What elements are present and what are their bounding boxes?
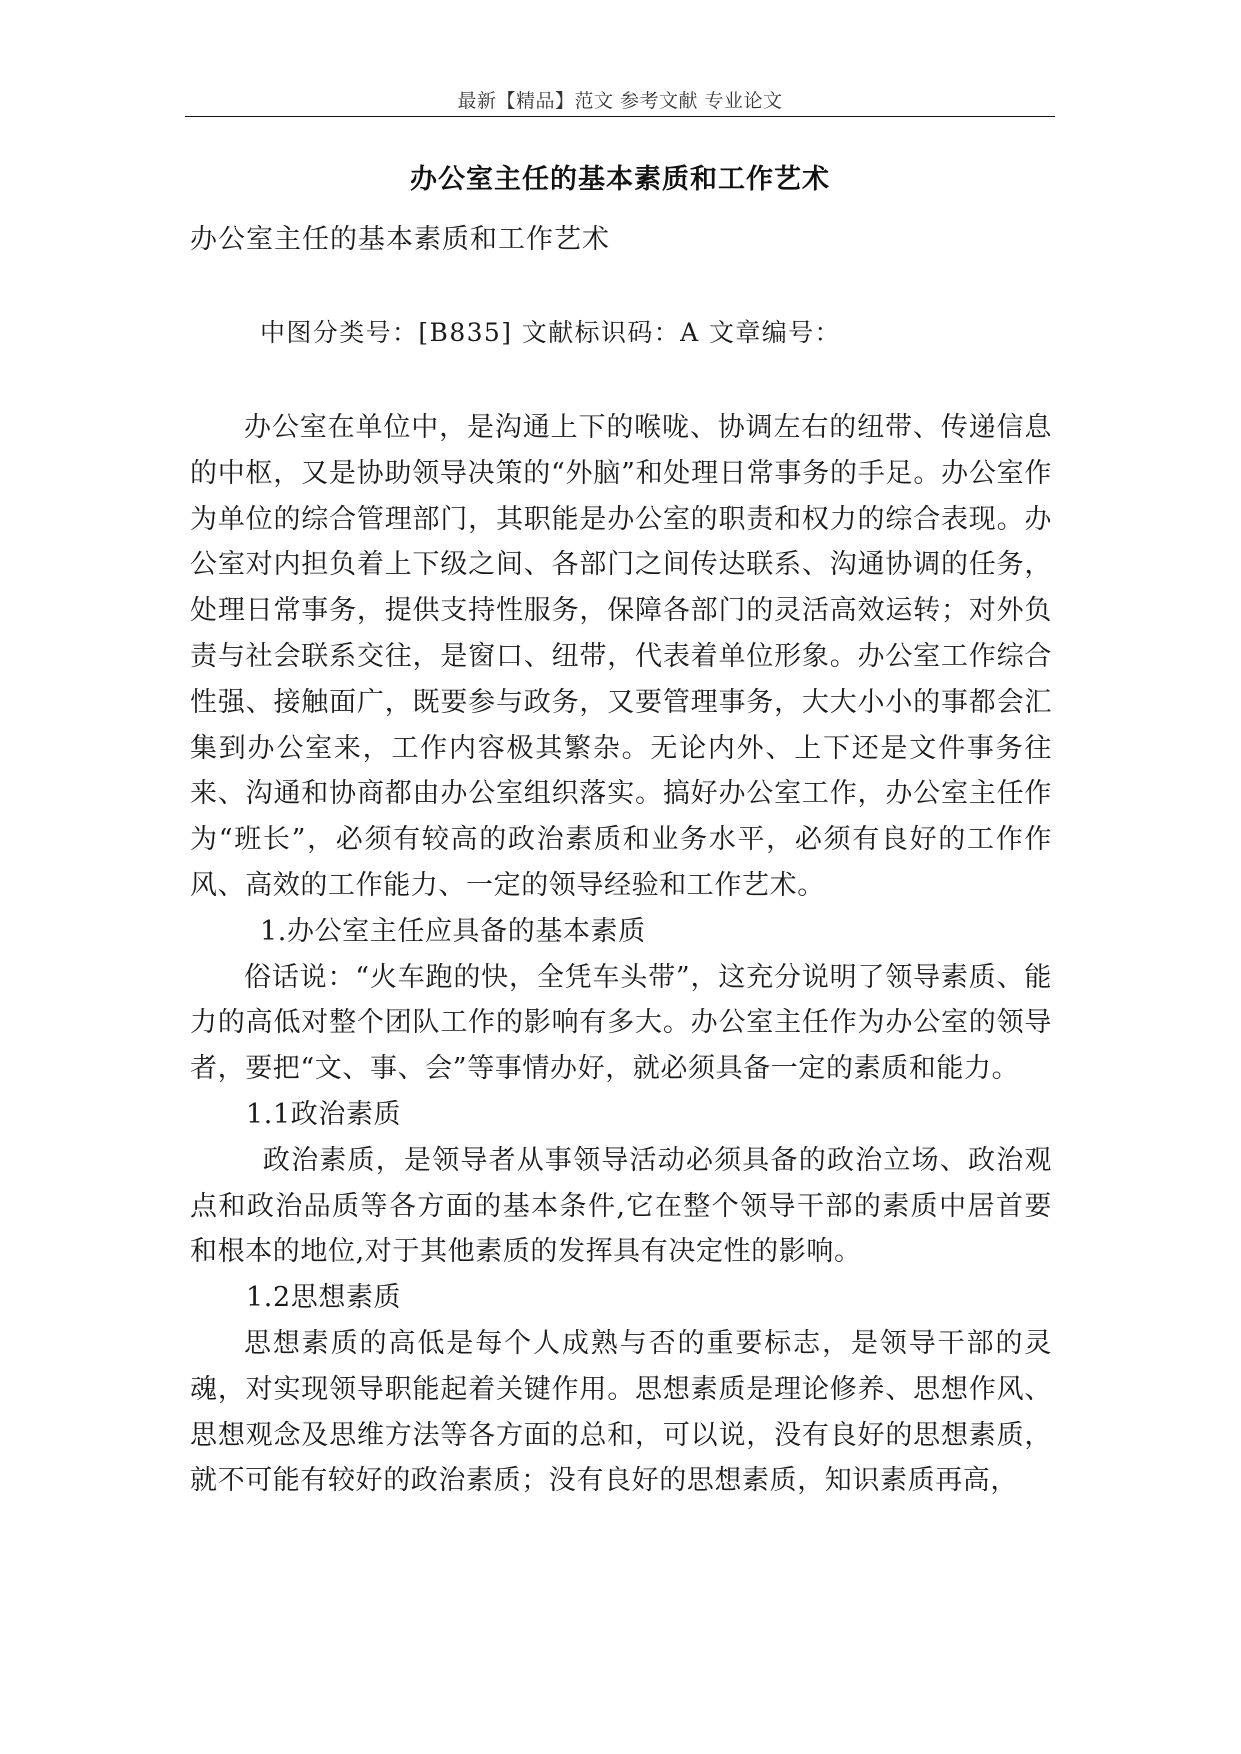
section-1-2-paragraph: 思想素质的高低是每个人成熟与否的重要标志，是领导干部的灵魂，对实现领导职能起着关键作用。思想素质是理论修养、思想作风、思想观念及思维方法等各方面的总和，可以说，没有良好的思想素质，就不可能有较好的政治素质；没有良好的思想素质，知识素质再高， <box>190 1327 1052 1497</box>
header-divider <box>185 116 1055 117</box>
section-heading-1-2: 1.2思想素质 <box>246 1282 402 1314</box>
document-body <box>190 405 1052 1504</box>
intro-paragraph: 办公室在单位中，是沟通上下的喉咙、协调左右的纽带、传递信息的中枢，又是协助领导决策的“外脑”和处理日常事务的手足。办公室作为单位的综合管理部门，其职能是办公室的职责和权力的综合表现。办公室对内担负着上下级之间、各部门之间传达联系、沟通协调的任务，处理日常事务，提供支持性服务，保障各部门的灵活高效运转；对外负责与社会联系交往，是窗口、纽带，代表着单位形象。办公室工作综合性强、接触面广，既要参与政务，又要管理事务，大大小小的事都会汇集到办公室来，工作内容极其繁杂。无论内外、上下还是文件事务往来、沟通和协商都由办公室组织落实。搞好办公室工作，办公室主任作为“班长”，必须有较高的政治素质和业务水平，必须有良好的工作作风、高效的工作能力、一定的领导经验和工作艺术。 <box>190 412 1052 901</box>
section-heading-1: 1.办公室主任应具备的基本素质 <box>260 915 646 947</box>
section-1-paragraph: 俗话说：“火车跑的快，全凭车头带”，这充分说明了领导素质、能力的高低对整个团队工作的影响有多大。办公室主任作为办公室的领导者，要把“文、事、会”等事情办好，就必须具备一定的素质和能力。 <box>190 961 1052 1085</box>
document-title: 办公室主任的基本素质和工作艺术 <box>410 164 830 195</box>
document-subtitle: 办公室主任的基本素质和工作艺术 <box>190 224 610 255</box>
section-heading-1-1: 1.1政治素质 <box>246 1098 402 1130</box>
section-1-1-paragraph: 政治素质，是领导者从事领导活动必须具备的政治立场、政治观点和政治品质等各方面的基本条件,它在整个领导干部的素质中居首要和根本的地位,对于其他素质的发挥具有决定性的影响。 <box>190 1144 1052 1268</box>
classification-line: 中图分类号：[B835] 文献标识码：A 文章编号： <box>260 318 841 347</box>
running-header: 最新【精品】范文 参考文献 专业论文 <box>457 90 783 112</box>
